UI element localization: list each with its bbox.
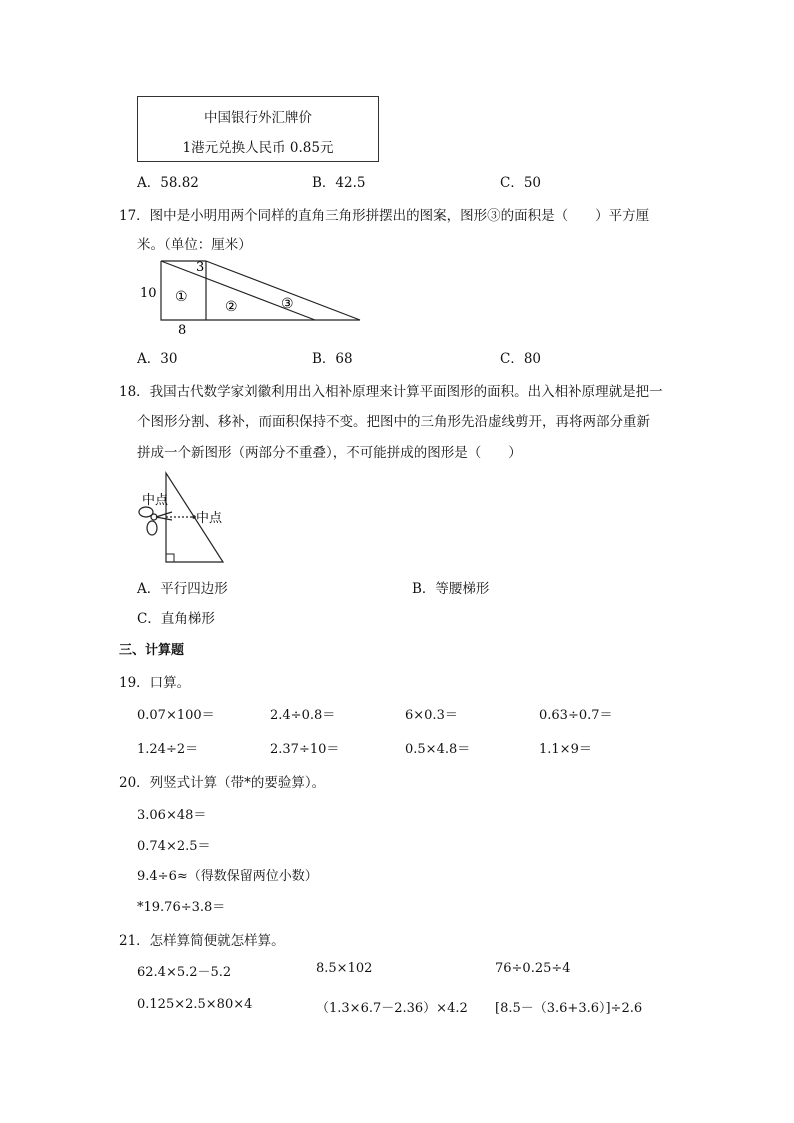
- q21-item-5: （1.3×6.7－2.36）×4.2: [316, 1001, 468, 1016]
- q18-option-b[interactable]: B．等腰梯形: [412, 581, 490, 597]
- q20-item-2: 0.74×2.5＝: [137, 839, 211, 854]
- q20-item-1: 3.06×48＝: [137, 808, 207, 823]
- q21-item-3: 76÷0.25÷4: [495, 961, 571, 976]
- q18-triangle-figure: [132, 470, 232, 566]
- q17-label-10: 10: [140, 286, 157, 301]
- q21-title: 21．怎样算简便就怎样算。: [119, 933, 285, 949]
- q17-option-c[interactable]: C．80: [500, 351, 542, 367]
- q19-item-8: 1.1×9＝: [539, 742, 592, 757]
- q18-right-angle-mark: [166, 554, 174, 562]
- q20-item-3: 9.4÷6≈（得数保留两位小数）: [137, 869, 318, 884]
- q16-option-b[interactable]: B．42.5: [312, 175, 366, 191]
- exchange-rate-value: 1港元兑换人民币 0.85元: [182, 140, 334, 156]
- q17-region-2-label: ②: [225, 299, 238, 315]
- scissors-icon: [139, 507, 172, 535]
- q20-item-4: *19.76÷3.8＝: [137, 900, 226, 915]
- q18-text-line3: 拼成一个新图形（两部分不重叠），不可能拼成的图形是（ ）: [137, 445, 522, 461]
- q18-midpoint-label-2: 中点: [196, 511, 223, 526]
- q16-option-a[interactable]: A．58.82: [137, 175, 199, 191]
- q17-text-line2: 米。（单位：厘米）: [137, 237, 252, 253]
- q19-item-5: 1.24÷2＝: [137, 742, 199, 757]
- q18-text-line1: 18．我国古代数学家刘徽利用出入相补原理来计算平面图形的面积。出入相补原理就是把一: [119, 384, 663, 400]
- q17-triangle-figure: [132, 255, 367, 337]
- q17-text-line1: 17．图中是小明用两个同样的直角三角形拼摆出的图案，图形③的面积是（ ）平方厘: [119, 208, 650, 224]
- q19-item-6: 2.37÷10＝: [270, 742, 340, 757]
- q19-item-7: 0.5×4.8＝: [405, 742, 471, 757]
- q21-item-6: [8.5－（3.6+3.6）]÷2.6: [495, 1001, 643, 1016]
- q19-item-3: 6×0.3＝: [405, 708, 458, 723]
- q17-figure-base: [161, 261, 360, 320]
- q21-item-4: 0.125×2.5×80×4: [137, 997, 253, 1012]
- q19-item-4: 0.63÷0.7＝: [539, 708, 613, 723]
- q21-item-2: 8.5×102: [316, 961, 373, 976]
- q19-item-2: 2.4÷0.8＝: [270, 708, 336, 723]
- q19-item-1: 0.07×100＝: [137, 708, 215, 723]
- q19-title: 19．口算。: [119, 675, 191, 691]
- q18-text-line2: 个图形分割、移补，而面积保持不变。把图中的三角形先沿虚线剪开，再将两部分重新: [137, 414, 650, 430]
- q17-region-1-label: ①: [175, 289, 188, 305]
- exchange-rate-title: 中国银行外汇牌价: [204, 110, 312, 126]
- q16-option-c[interactable]: C．50: [500, 175, 542, 191]
- q21-item-1: 62.4×5.2－5.2: [137, 965, 232, 980]
- q17-region-3-label: ③: [281, 296, 294, 312]
- q17-option-b[interactable]: B．68: [312, 351, 353, 367]
- exchange-rate-box: [137, 96, 379, 162]
- q17-option-a[interactable]: A．30: [137, 351, 178, 367]
- q20-title: 20．列竖式计算（带*的要验算）。: [119, 775, 326, 791]
- q17-label-3: 3: [196, 260, 205, 275]
- q18-midpoint-label-1: 中点: [142, 493, 169, 508]
- q18-option-c[interactable]: C．直角梯形: [137, 611, 215, 627]
- q17-label-8: 8: [178, 323, 187, 337]
- q18-option-a[interactable]: A．平行四边形: [137, 581, 228, 597]
- section-heading-calculation: 三、计算题: [119, 643, 185, 658]
